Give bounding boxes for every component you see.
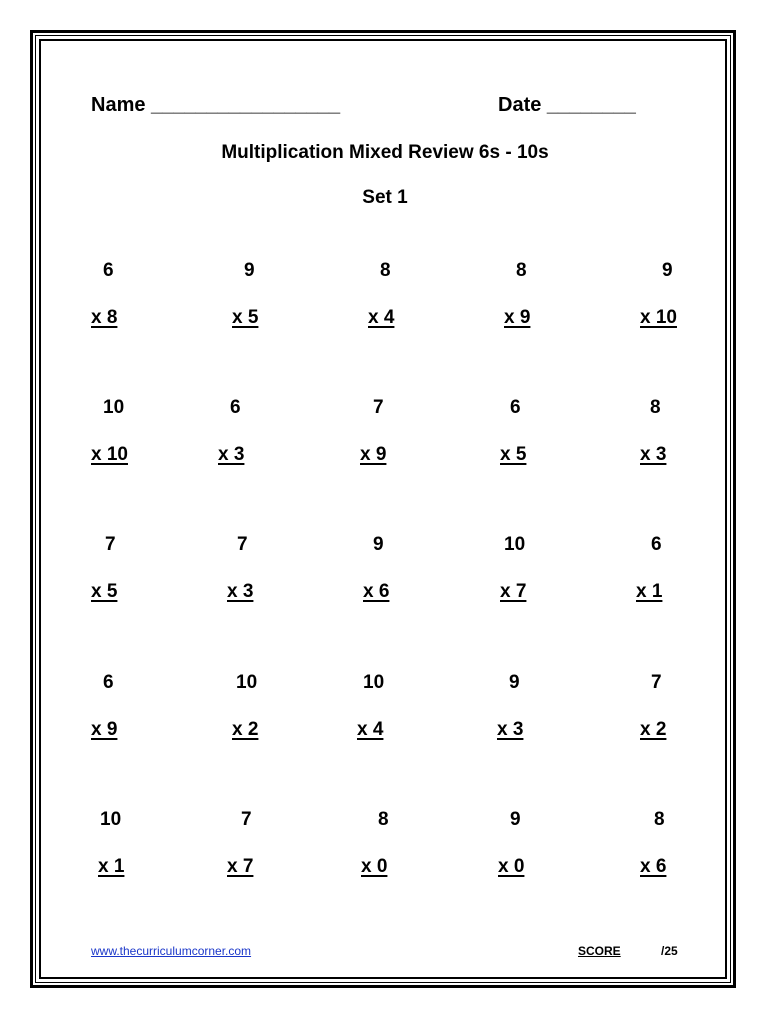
problem-top-number: 7 — [373, 397, 384, 418]
problem-multiplier: x 9 — [91, 719, 118, 740]
problem-multiplier: x 0 — [498, 856, 525, 877]
problem-multiplier: x 1 — [98, 856, 125, 877]
problem-multiplier: x 10 — [640, 307, 677, 328]
problem-top-number: 6 — [651, 534, 662, 555]
name-field[interactable]: Name _________________ — [91, 94, 341, 116]
problem-top-number: 10 — [504, 534, 526, 555]
website-link[interactable]: www.thecurriculumcorner.com — [91, 944, 252, 958]
problem-top-number: 9 — [510, 809, 521, 830]
problem-multiplier: x 10 — [91, 444, 128, 465]
problem-top-number: 7 — [105, 534, 116, 555]
problem-top-number: 10 — [363, 672, 385, 693]
problem-multiplier: x 8 — [91, 307, 118, 328]
problem-multiplier: x 3 — [497, 719, 524, 740]
problem-top-number: 8 — [650, 397, 661, 418]
problem-top-number: 10 — [103, 397, 125, 418]
problem-multiplier: x 6 — [363, 581, 390, 602]
problem-multiplier: x 5 — [232, 307, 259, 328]
problem-top-number: 8 — [654, 809, 665, 830]
problem-multiplier: x 9 — [360, 444, 387, 465]
problem-multiplier: x 9 — [504, 307, 531, 328]
problem-top-number: 7 — [651, 672, 662, 693]
problem-top-number: 10 — [236, 672, 258, 693]
problem-multiplier: x 3 — [227, 581, 254, 602]
problem-top-number: 8 — [380, 260, 391, 281]
problem-multiplier: x 5 — [500, 444, 527, 465]
problem-top-number: 9 — [244, 260, 255, 281]
problem-top-number: 7 — [237, 534, 248, 555]
problem-top-number: 6 — [103, 672, 114, 693]
problem-top-number: 9 — [373, 534, 384, 555]
score-total: /25 — [661, 944, 678, 958]
problem-multiplier: x 2 — [640, 719, 667, 740]
problem-top-number: 10 — [100, 809, 122, 830]
problem-multiplier: x 2 — [232, 719, 259, 740]
problem-multiplier: x 7 — [227, 856, 254, 877]
problem-multiplier: x 4 — [368, 307, 395, 328]
problem-multiplier: x 3 — [218, 444, 245, 465]
problem-top-number: 6 — [103, 260, 114, 281]
problem-top-number: 8 — [516, 260, 527, 281]
problem-top-number: 6 — [510, 397, 521, 418]
set-label: Set 1 — [362, 187, 408, 208]
date-field[interactable]: Date ________ — [498, 94, 636, 116]
problem-multiplier: x 4 — [357, 719, 384, 740]
problem-multiplier: x 3 — [640, 444, 667, 465]
problem-top-number: 8 — [378, 809, 389, 830]
problem-multiplier: x 0 — [361, 856, 388, 877]
problem-top-number: 9 — [509, 672, 520, 693]
problem-multiplier: x 1 — [636, 581, 663, 602]
problem-top-number: 7 — [241, 809, 252, 830]
problem-top-number: 6 — [230, 397, 241, 418]
worksheet-title: Multiplication Mixed Review 6s - 10s — [221, 142, 549, 163]
problem-top-number: 9 — [662, 260, 673, 281]
score-label: SCORE — [578, 944, 621, 958]
page-border-inner — [39, 39, 727, 979]
problem-multiplier: x 7 — [500, 581, 527, 602]
score-field — [578, 944, 678, 958]
problem-multiplier: x 6 — [640, 856, 667, 877]
problem-multiplier: x 5 — [91, 581, 118, 602]
